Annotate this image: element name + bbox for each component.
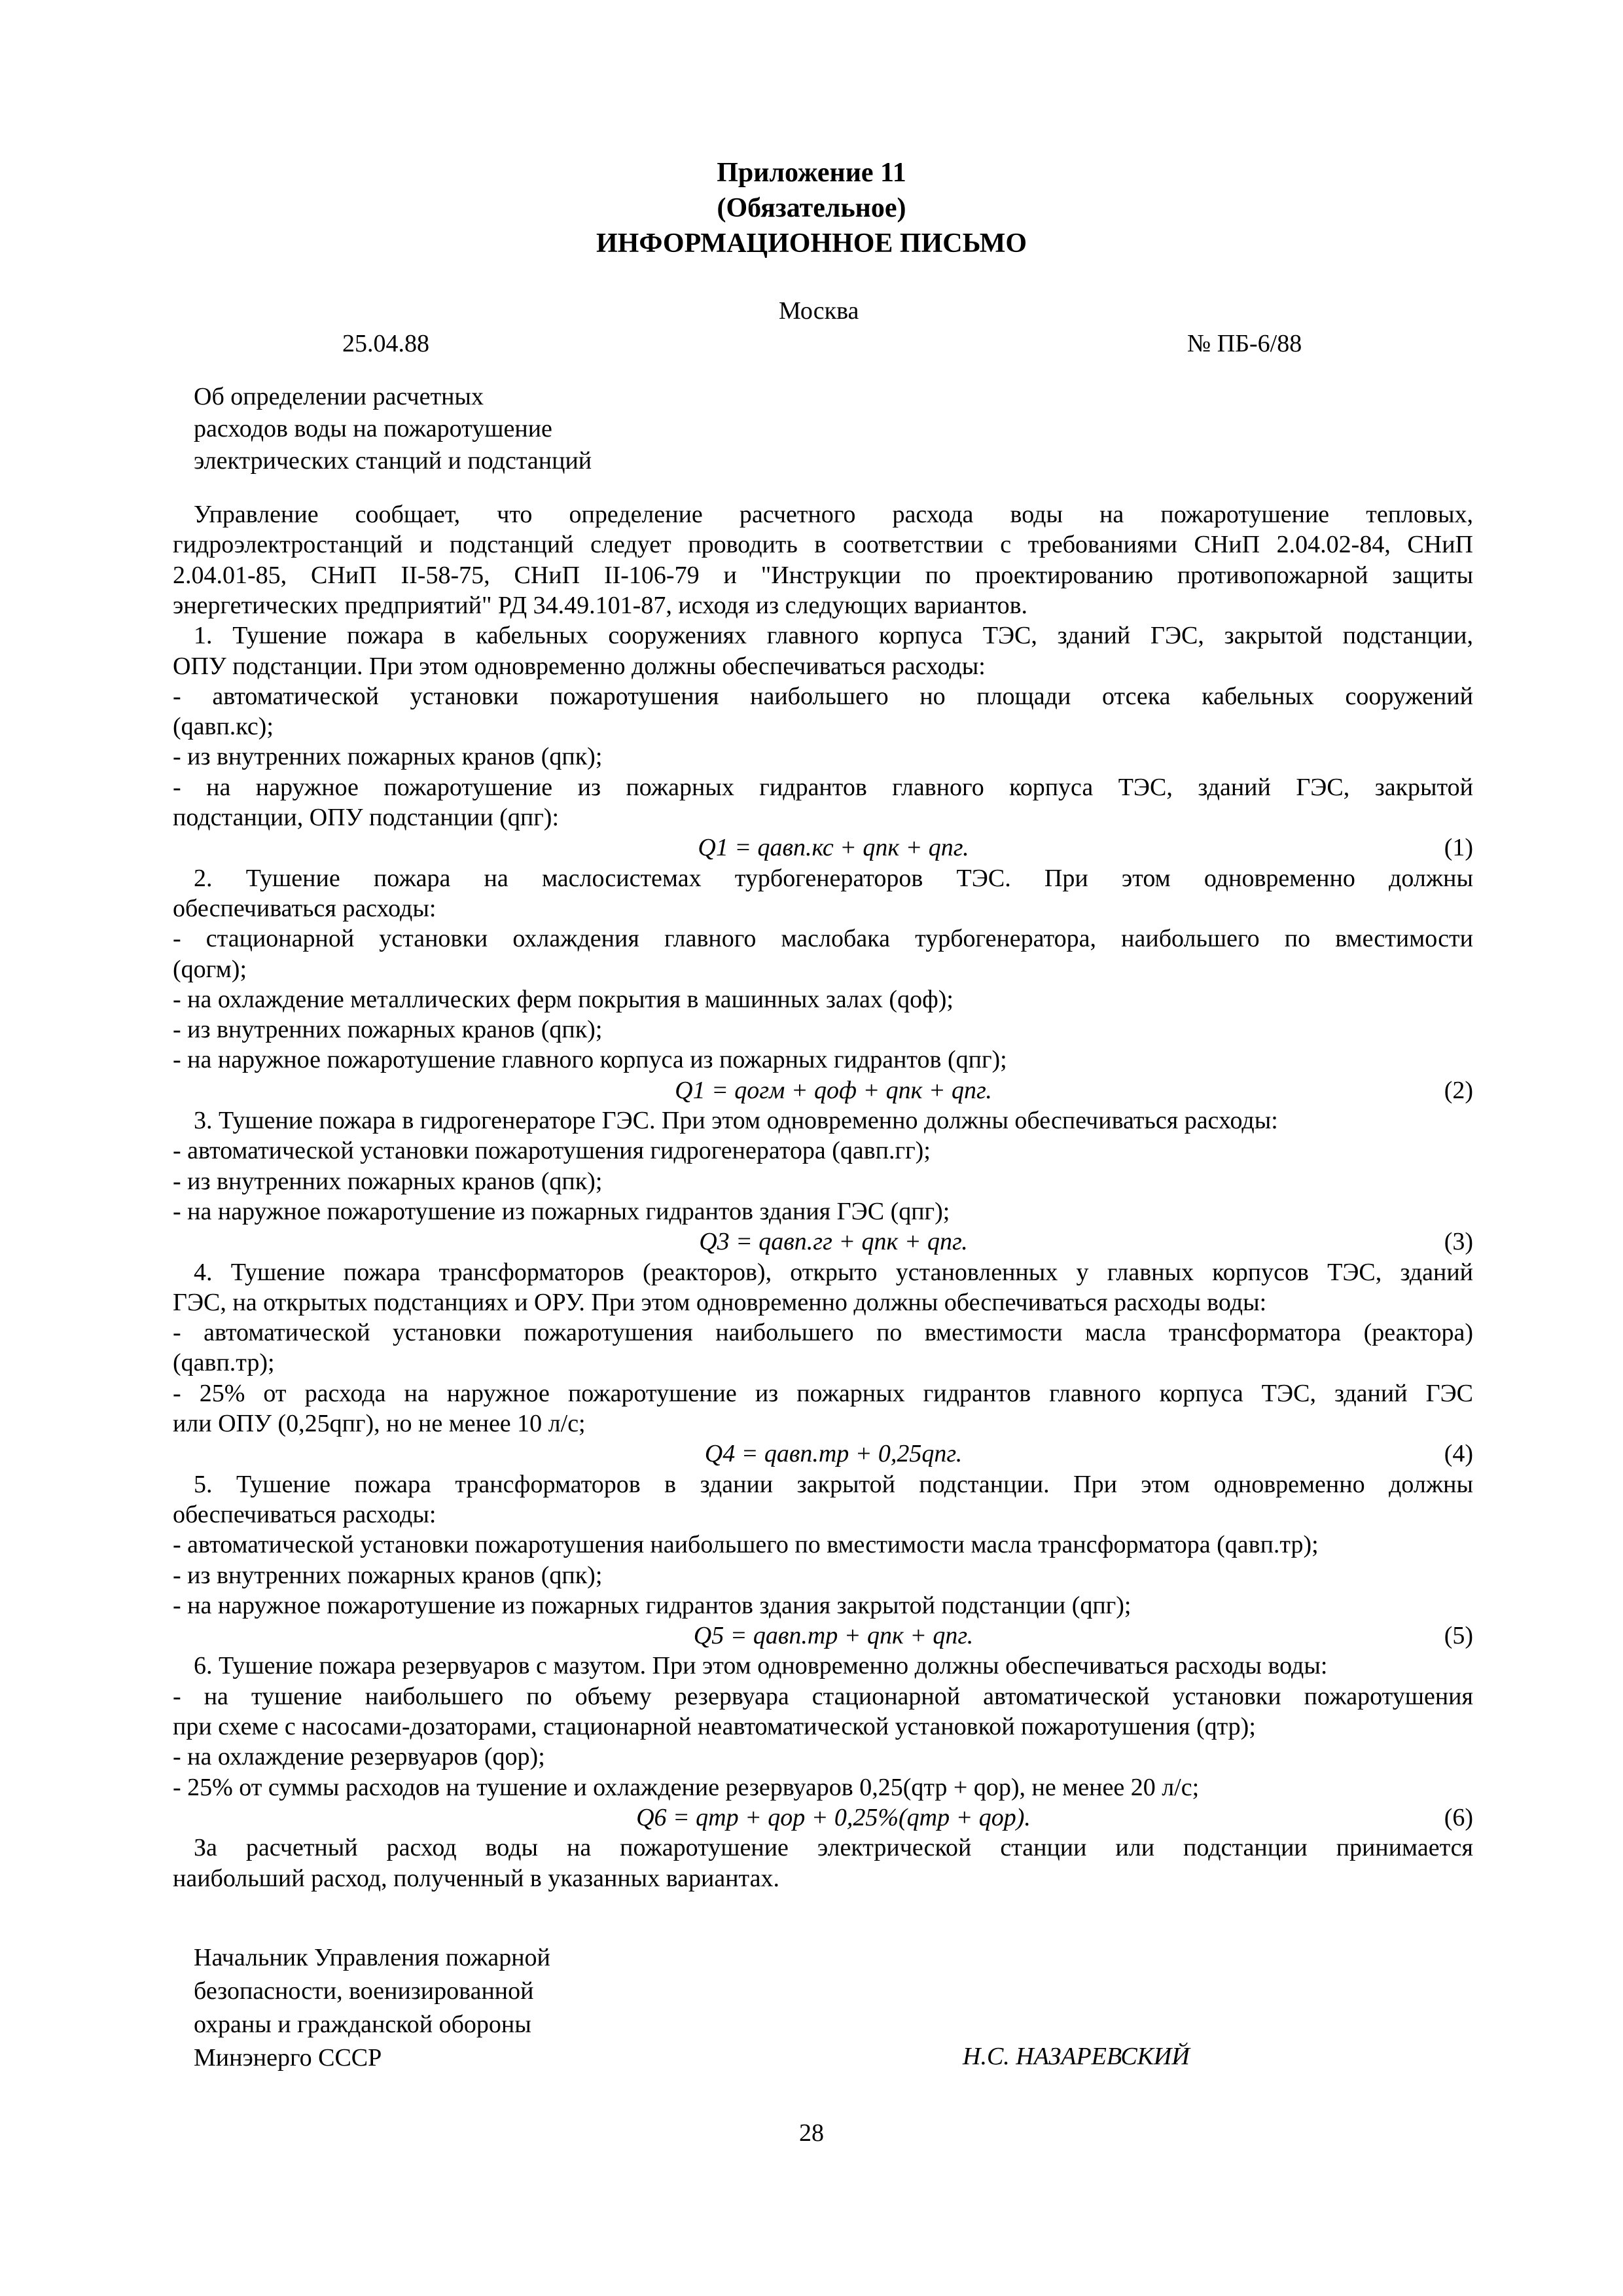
body-line: 3. Тушение пожара в гидрогенераторе ГЭС. При этом одновременно должны обеспечиваться расходы: [194, 1107, 1278, 1134]
formula-number: (2) [1444, 1077, 1473, 1104]
body-line: гидроэлектростанций и подстанций следует проводить в соответствии с требованиями СНиП 2.04.02-84, СНиП [173, 531, 1473, 558]
body-line: 6. Тушение пожара резервуаров с мазутом. При этом одновременно должны обеспечиваться расходы воды: [194, 1652, 1328, 1679]
body-line: - на тушение наибольшего по объему резервуара стационарной автоматической установки пожаротушения [173, 1683, 1473, 1710]
body-line: - на охлаждение резервуаров (qор); [173, 1743, 545, 1770]
body-line: Управление сообщает, что определение расчетного расхода воды на пожаротушение тепловых, [194, 501, 1473, 528]
signatory-title-line: безопасности, военизированной [194, 1977, 534, 2005]
body-line: - стационарной установки охлаждения главного маслобака турбогенератора, наибольшего по вместимости [173, 925, 1473, 952]
body-line: - 25% от суммы расходов на тушение и охлаждение резервуаров 0,25(qтр + qор), не менее 20 л/с; [173, 1774, 1200, 1801]
body-line: - автоматической установки пожаротушения гидрогенератора (qавп.гг); [173, 1137, 931, 1164]
body-line: энергетических предприятий" РД 34.49.101-87, исходя из следующих вариантов. [173, 592, 1028, 619]
body-line: - из внутренних пожарных кранов (qпк); [173, 743, 603, 770]
body-line: - 25% от расхода на наружное пожаротушение из пожарных гидрантов главного корпуса ТЭС, зданий ГЭС [173, 1380, 1473, 1407]
subject-line: расходов воды на пожаротушение [194, 415, 552, 442]
formula: Q1 = qавп.кс + qпк + qпг. [698, 834, 969, 861]
body-line: обеспечиваться расходы: [173, 895, 437, 922]
page-number: 28 [799, 2119, 824, 2147]
body-line: 2.04.01-85, СНиП II-58-75, СНиП II-106-79 и "Инструкции по проектированию противопожарной защиты [173, 562, 1473, 589]
formula-number: (4) [1444, 1440, 1473, 1467]
body-line: 5. Тушение пожара трансформаторов в здании закрытой подстанции. При этом одновременно должны [194, 1471, 1473, 1498]
city: Москва [779, 297, 859, 325]
body-line: 1. Тушение пожара в кабельных сооружениях главного корпуса ТЭС, зданий ГЭС, закрытой подстанции, [194, 622, 1473, 649]
body-line: при схеме с насосами-дозаторами, стационарной неавтоматической установкой пожаротушения (qтр); [173, 1713, 1256, 1740]
body-line: - автоматической установки пожаротушения наибольшего по вместимости масла трансформатора (qавп.тр); [173, 1531, 1319, 1558]
body-line: 4. Тушение пожара трансформаторов (реакторов), открыто установленных у главных корпусов ТЭС, зданий [194, 1259, 1473, 1286]
body-line: - на наружное пожаротушение главного корпуса из пожарных гидрантов (qпг); [173, 1046, 1007, 1073]
formula: Q1 = qогм + qоф + qпк + qпг. [675, 1077, 992, 1104]
body-line: За расчетный расход воды на пожаротушение электрической станции или подстанции принимается [194, 1834, 1473, 1861]
signatory-title-line: Минэнерго СССР [194, 2044, 382, 2072]
formula: Q3 = qавп.гг + qпк + qпг. [699, 1228, 968, 1255]
body-line: - из внутренних пожарных кранов (qпк); [173, 1168, 603, 1195]
signatory-title-line: охраны и гражданской обороны [194, 2011, 531, 2038]
letter-number: № ПБ-6/88 [1187, 330, 1302, 357]
signatory-name: Н.С. НАЗАРЕВСКИЙ [963, 2043, 1190, 2070]
body-line: подстанции, ОПУ подстанции (qпг): [173, 804, 560, 831]
formula-number: (6) [1444, 1804, 1473, 1831]
formula-number: (1) [1444, 834, 1473, 861]
body-line: - из внутренних пожарных кранов (qпк); [173, 1562, 603, 1589]
formula: Q5 = qавп.тр + qпк + qпг. [693, 1622, 974, 1649]
subject-line: электрических станций и подстанций [194, 447, 592, 475]
subject-line: Об определении расчетных [194, 383, 484, 410]
body-line: наибольший расход, полученный в указанных вариантах. [173, 1865, 779, 1892]
mandatory-label: (Обязательное) [717, 193, 906, 223]
formula: Q4 = qавп.тр + 0,25qпг. [704, 1440, 963, 1467]
signatory-title-line: Начальник Управления пожарной [194, 1944, 550, 1971]
body-line: - автоматической установки пожаротушения наибольшего по вместимости масла трансформатора (реактора) [173, 1319, 1473, 1346]
body-line: - на охлаждение металлических ферм покрытия в машинных залах (qоф); [173, 986, 954, 1013]
body-line: - автоматической установки пожаротушения наибольшего но площади отсека кабельных сооружений [173, 683, 1473, 710]
body-line: - из внутренних пожарных кранов (qпк); [173, 1016, 603, 1043]
formula: Q6 = qтр + qор + 0,25%(qтр + qор). [636, 1804, 1031, 1831]
body-line: - на наружное пожаротушение из пожарных гидрантов главного корпуса ТЭС, зданий ГЭС, закрытой [173, 774, 1473, 801]
letter-date: 25.04.88 [342, 330, 429, 357]
body-line: ОПУ подстанции. При этом одновременно должны обеспечиваться расходы: [173, 653, 986, 680]
body-line: (qавп.кс); [173, 713, 274, 740]
body-line: (qавп.тр); [173, 1349, 275, 1376]
appendix-heading: Приложение 11 [717, 158, 906, 188]
body-line: 2. Тушение пожара на маслосистемах турбогенераторов ТЭС. При этом одновременно должны [194, 865, 1473, 892]
body-line: - на наружное пожаротушение из пожарных гидрантов здания ГЭС (qпг); [173, 1198, 950, 1225]
body-line: обеспечиваться расходы: [173, 1501, 437, 1528]
letter-title: ИНФОРМАЦИОННОЕ ПИСЬМО [596, 228, 1027, 259]
formula-number: (5) [1444, 1622, 1473, 1649]
body-line: - на наружное пожаротушение из пожарных гидрантов здания закрытой подстанции (qпг); [173, 1592, 1132, 1619]
formula-number: (3) [1444, 1228, 1473, 1255]
body-line: ГЭС, на открытых подстанциях и ОРУ. При этом одновременно должны обеспечиваться расходы воды: [173, 1289, 1267, 1316]
body-line: или ОПУ (0,25qпг), но не менее 10 л/с; [173, 1410, 586, 1437]
body-line: (qогм); [173, 956, 247, 983]
